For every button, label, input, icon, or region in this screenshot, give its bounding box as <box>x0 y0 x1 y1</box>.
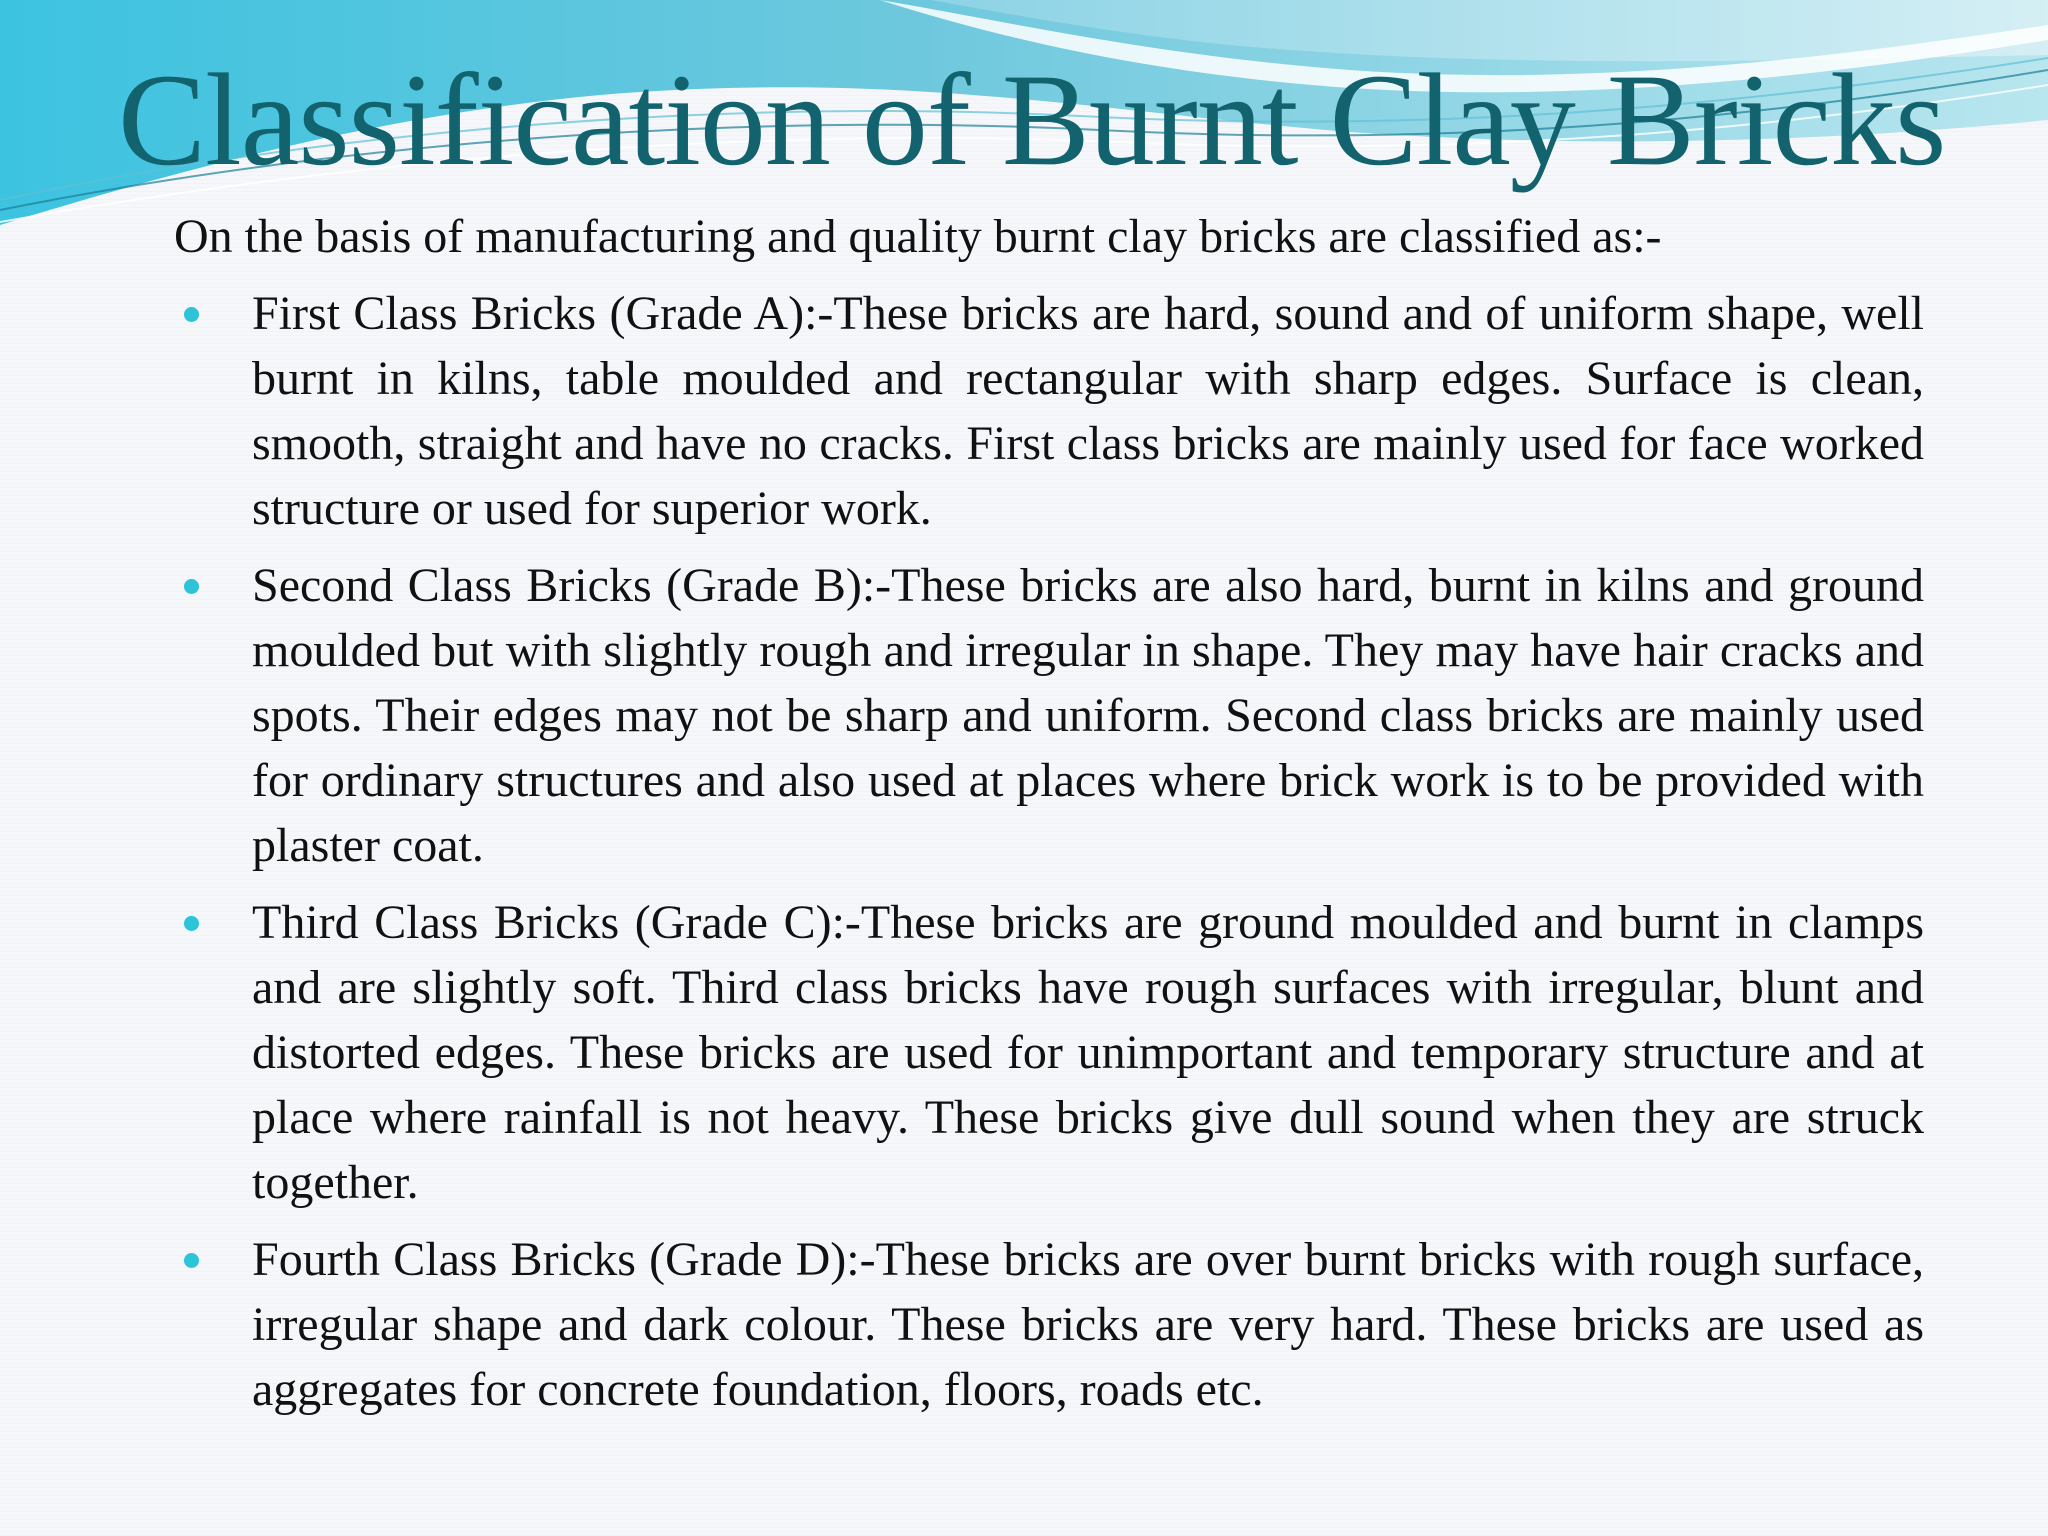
bullet-dot-icon <box>184 307 199 322</box>
slide-content <box>174 204 1924 1434</box>
intro-text: On the basis of manufacturing and quality burnt clay bricks are classified as:- <box>174 210 1662 263</box>
bullet-item-third-class <box>174 890 1924 1215</box>
bullet-dot-icon <box>184 579 199 594</box>
bullet-text: Second Class Bricks (Grade B):-These bricks are also hard, burnt in kilns and ground moulded but with slightly rough and irregular in shape. They may have hair cracks and spots. Their edges may not be sharp and uniform. Second class bricks are mainly used for ordinary structures and also used at places where brick work is to be provided with plaster coat. <box>252 559 1924 872</box>
bullet-dot-icon <box>184 916 199 931</box>
bullet-item-fourth-class <box>174 1227 1924 1422</box>
bullet-dot-icon <box>184 1253 199 1268</box>
bullet-text: Fourth Class Bricks (Grade D):-These bricks are over burnt bricks with rough surface, irregular shape and dark colour. These bricks are very hard. These bricks are used as aggregates for concrete foundation, floors, roads etc. <box>252 1233 1924 1416</box>
slide-title: Classification of Burnt Clay Bricks <box>118 46 1946 193</box>
bullet-text: Third Class Bricks (Grade C):-These bricks are ground moulded and burnt in clamps and are slightly soft. Third class bricks have rough surfaces with irregular, blunt and distorted edges. These bricks are used for unimportant and temporary structure and at place where rainfall is not heavy. These bricks give dull sound when they are struck together. <box>252 896 1924 1209</box>
bullet-list <box>174 281 1924 1422</box>
bullet-item-first-class <box>174 281 1924 541</box>
bullet-item-second-class <box>174 553 1924 878</box>
bullet-text: First Class Bricks (Grade A):-These bricks are hard, sound and of uniform shape, well burnt in kilns, table moulded and rectangular with sharp edges. Surface is clean, smooth, straight and have no cracks. First class bricks are mainly used for face worked structure or used for superior work. <box>252 287 1924 535</box>
